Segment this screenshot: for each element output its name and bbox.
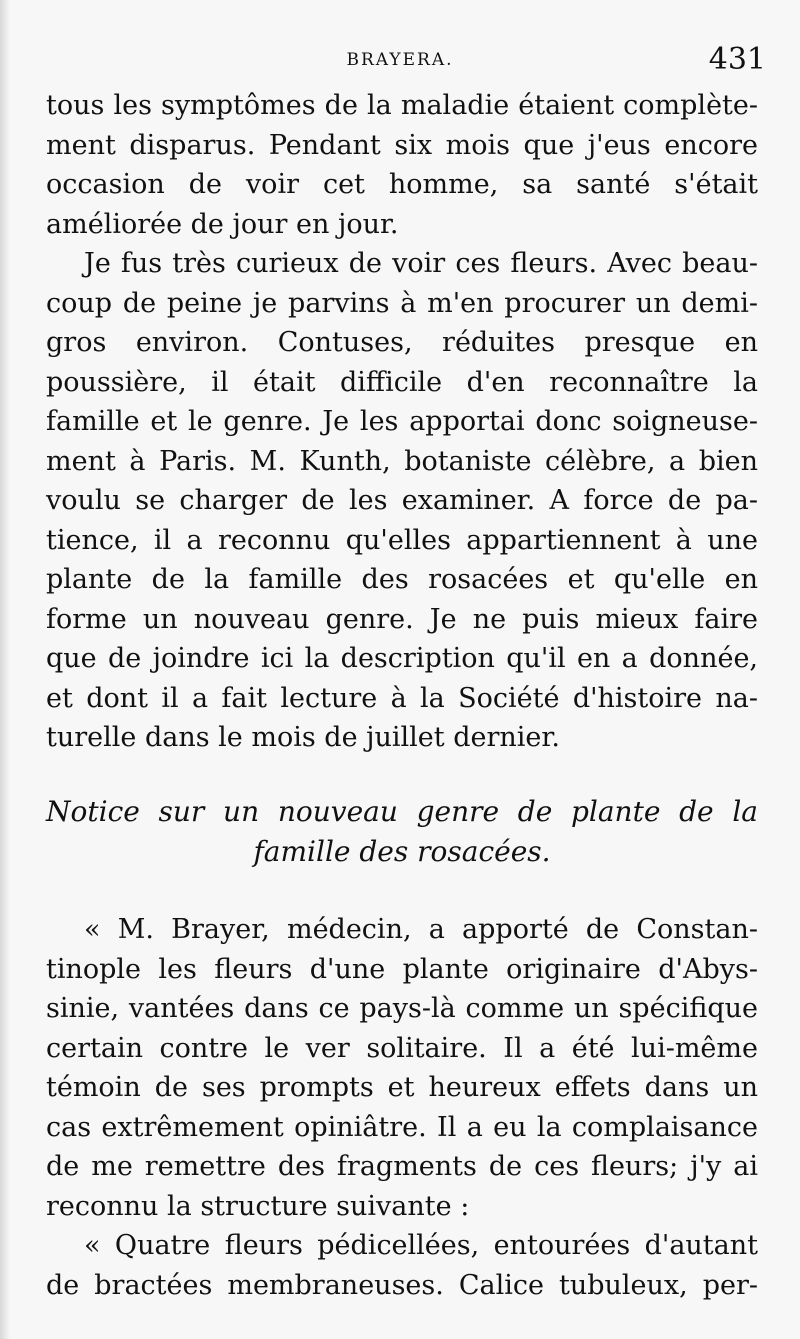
text-line: coup de peine je parvins à m'en procurer un demi- (46, 287, 758, 319)
text-line: Je fus très curieux de voir ces fleurs. Avec beau- (84, 248, 758, 279)
text-line: turelle dans le mois de juillet dernier. (46, 722, 560, 753)
text-line: que de joindre ici la description qu'il en a donnée, (46, 643, 758, 674)
text-line: « Quatre fleurs pédicellées, entourées d'autant (84, 1230, 758, 1261)
text-line: famille et le genre. Je les apportai donc soigneuse- (46, 406, 758, 437)
paragraph-2 (46, 244, 758, 758)
text-line: de me remettre des fragments de ces fleurs; j'y ai (46, 1151, 758, 1182)
text-line: cas extrêmement opiniâtre. Il a eu la complaisance (46, 1111, 758, 1143)
text-line: occasion de voir cet homme, sa santé s'était (46, 169, 758, 200)
section-title (46, 792, 758, 872)
text-line: témoin de ses prompts et heureux effets dans un (46, 1072, 758, 1103)
text-line: tous les symptômes de la maladie étaient complète- (46, 90, 758, 121)
text-line: gros environ. Contuses, réduites presque en (46, 327, 758, 358)
text-line: voulu se charger de les examiner. A force de pa- (46, 485, 758, 516)
paragraph-1 (46, 86, 758, 244)
paragraph-3 (46, 910, 758, 1226)
page-number: 431 (708, 42, 766, 77)
text-line: ment disparus. Pendant six mois que j'eus encore (46, 129, 758, 161)
text-line: reconnu la structure suivante : (46, 1190, 470, 1222)
text-line: plante de la famille des rosacées et qu'elle en (46, 564, 758, 595)
text-line: certain contre le ver solitaire. Il a été lui-même (46, 1032, 758, 1064)
text-line: et dont il a fait lecture à la Société d'histoire na- (46, 682, 758, 714)
page-edge-shadow (0, 0, 10, 1339)
page-header (0, 40, 800, 80)
text-line: tinople les fleurs d'une plante originaire d'Abys- (46, 953, 758, 985)
text-line: poussière, il était difficile d'en reconnaître la (46, 366, 758, 398)
text-line: forme un nouveau genre. Je ne puis mieux faire (46, 603, 758, 635)
section-title-line-1: Notice sur un nouveau genre de plante de la (46, 795, 758, 828)
text-line: tience, il a reconnu qu'elles appartiennent à une (46, 524, 758, 556)
text-line: de bractées membraneuses. Calice tubuleux, per- (46, 1269, 758, 1301)
running-head: BRAYERA. (346, 50, 454, 70)
section-title-line-2: famille des rosacées. (253, 835, 551, 868)
text-line: sinie, vantées dans ce pays-là comme un spécifique (46, 993, 758, 1024)
text-line: « M. Brayer, médecin, a apporté de Constan- (84, 914, 758, 945)
text-line: améliorée de jour en jour. (46, 208, 399, 240)
text-line: ment à Paris. M. Kunth, botaniste célèbre, a bien (46, 445, 758, 477)
paragraph-4 (46, 1226, 758, 1305)
